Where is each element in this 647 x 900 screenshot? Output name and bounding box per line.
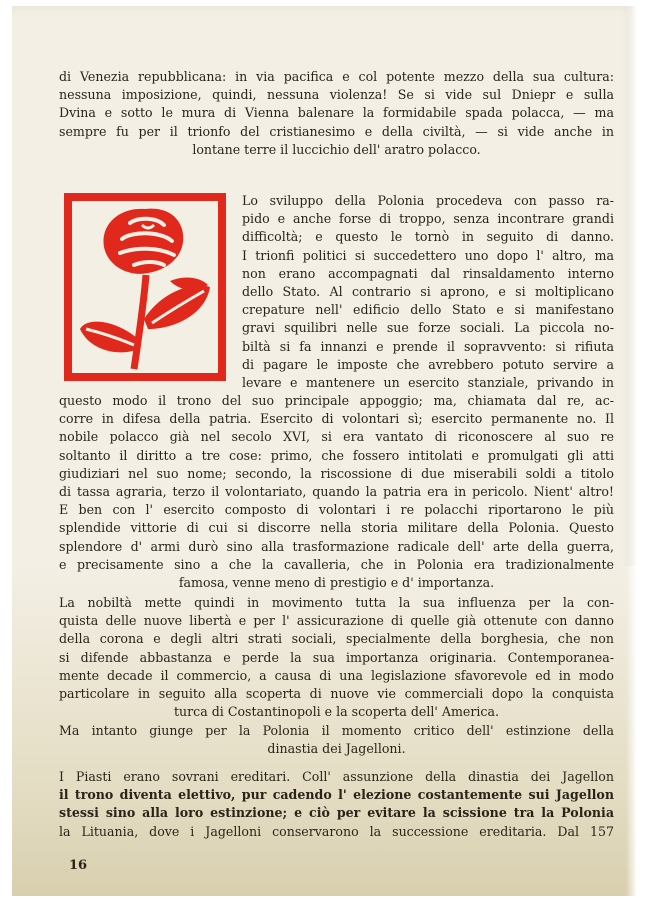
text-line: quista delle nuove libertà e per l' assicurazione di quelle già ottenute con danno xyxy=(59,613,614,629)
text-line: di Venezia repubblicana: in via pacifica e col potente mezzo della sua cultura: xyxy=(59,69,614,84)
text-line: levare e mantenere un esercito stanziale, privando in xyxy=(242,375,614,391)
text-line: turca di Costantinopoli e la scoperta dell' America. xyxy=(173,704,500,720)
paragraph-5 xyxy=(59,768,614,841)
paragraph-1 xyxy=(59,68,614,159)
text-line: difficoltà; e questo le tornò in seguito di danno. xyxy=(242,229,614,245)
book-page xyxy=(12,6,636,896)
text-line: dello Stato. Al contrario si aprono, e si moltiplicano xyxy=(242,284,614,300)
text-line: questo modo il trono del suo principale appoggio; ma, chiamata dal re, ac- xyxy=(59,393,614,408)
text-line: famosa, venne meno di prestigio e d' importanza. xyxy=(178,575,495,591)
text-line: non erano accompagnati dal rinsaldamento interno xyxy=(242,265,614,281)
text-line: si difende abbastanza e perde la sua importanza originaria. Contemporanea- xyxy=(59,649,614,665)
text-line: stessi sino alla loro estinzione; e ciò per evitare la scissione tra la Polonia xyxy=(59,805,614,821)
text-line: soltanto il diritto a tre cose: primo, che fossero intitolati e promulgati gli atti xyxy=(59,447,614,463)
text-line: splendide vittorie di cui si discorre nella storia militare della Polonia. Questo xyxy=(59,520,614,536)
paragraph-3 xyxy=(59,594,614,721)
text-line: splendore d' armi durò sino alla trasformazione radicale dell' arte della guerra, xyxy=(59,538,614,554)
text-line: E ben con l' esercito composto di volontari i re polacchi riportarono le più xyxy=(59,502,614,518)
text-line: lontane terre il luccichio dell' aratro polacco. xyxy=(192,141,481,157)
text-line: sempre fu per il trionfo del cristianesimo e della civiltà, — si vide anche in xyxy=(59,123,614,139)
text-line: nessuna imposizione, quindi, nessuna violenza! Se si vide sul Dniepr e sulla xyxy=(59,87,614,103)
paragraph-4 xyxy=(59,722,614,758)
paragraph-2-full xyxy=(59,392,614,592)
text-line: Ma intanto giunge per la Polonia il momento critico dell' estinzione della xyxy=(59,723,614,738)
text-line: giudiziari nel suo nome; secondo, la riscossione di due miserabili soldi a titolo xyxy=(59,465,614,481)
paragraph-2-wrapped xyxy=(242,192,614,392)
page-number: 16 xyxy=(69,858,88,873)
text-line: I trionfi politici si succedettero uno dopo l' altro, ma xyxy=(242,247,614,263)
text-line: e precisamente sino a che la cavalleria, che in Polonia era tradizionalmente xyxy=(59,556,614,572)
text-line: della corona e degli altri strati sociali, specialmente della borghesia, che non xyxy=(59,631,614,647)
text-line: crepature nell' edificio dello Stato e si manifestano xyxy=(242,302,614,318)
text-line: la Lituania, dove i Jagelloni conservarono la successione ereditaria. Dal 157 xyxy=(59,823,614,839)
rose-woodcut-icon xyxy=(60,189,230,385)
page-edge xyxy=(626,6,636,896)
text-line: di pagare le imposte che avrebbero potuto servire a xyxy=(242,356,614,372)
text-line: corre in difesa della patria. Esercito di volontari sì; esercito permanente no. Il xyxy=(59,411,614,427)
text-line: mente decade il commercio, a causa di una legislazione sfavorevole ed in modo xyxy=(59,667,614,683)
text-line: il trono diventa elettivo, pur cadendo l' elezione costantemente sui Jagellon xyxy=(59,787,614,803)
text-line: dinastia dei Jagelloni. xyxy=(267,741,406,757)
text-line: Dvina e sotto le mura di Vienna balenare la formidabile spada polacca, — ma xyxy=(59,105,614,121)
text-line: gravi squilibri nelle sue forze sociali. La piccola no- xyxy=(242,320,614,336)
text-line: I Piasti erano sovrani ereditari. Coll' assunzione della dinastia dei Jagellon xyxy=(59,769,614,784)
text-line: di tassa agraria, terzo il volontariato, quando la patria era in pericolo. Nient' altro! xyxy=(59,484,614,500)
text-line: particolare in seguito alla scoperta di nuove vie commerciali dopo la conquista xyxy=(59,686,614,702)
text-line: biltà si fa innanzi e prende il sopravvento: si rifiuta xyxy=(242,338,614,354)
text-line: pido e anche forse di troppo, senza incontrare grandi xyxy=(242,211,614,227)
text-line: nobile polacco già nel secolo XVI, si era vantato di riconoscere al suo re xyxy=(59,429,614,445)
text-line: La nobiltà mette quindi in movimento tutta la sua influenza per la con- xyxy=(59,595,614,610)
text-line: Lo sviluppo della Polonia procedeva con passo ra- xyxy=(242,193,614,208)
